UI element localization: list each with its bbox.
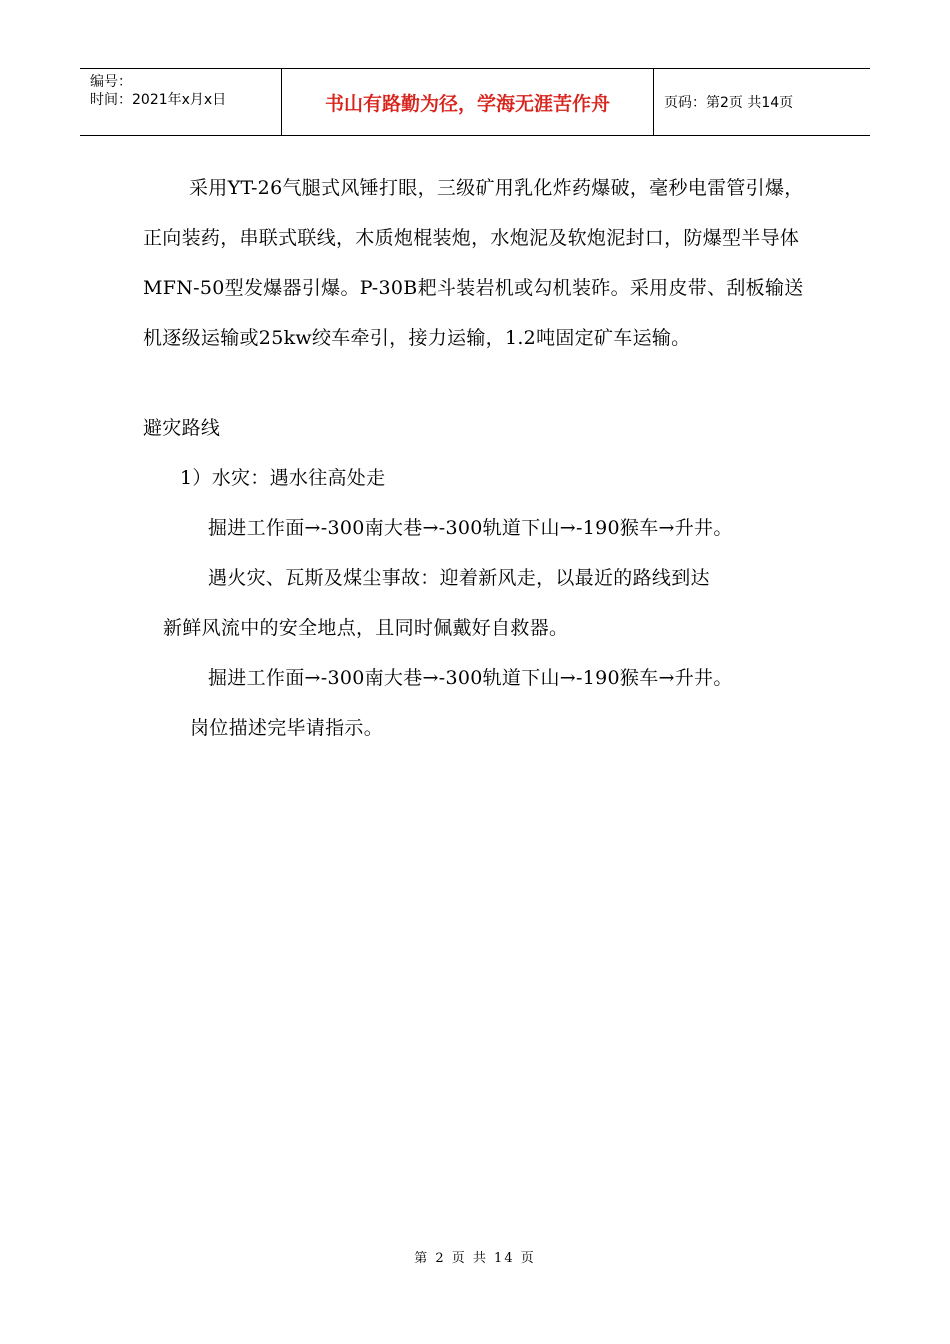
header-meta-cell (80, 69, 282, 135)
paragraph-equipment: 采用YT-26气腿式风锤打眼，三级矿用乳化炸药爆破，毫秒电雷管引爆，正向装药，串联式联线，木质炮棍装炮，水炮泥及软炮泥封口，防爆型半导体MFN-50型发爆器引爆。P-30B耙斗装岩机或勾机装砟。采用皮带、刮板输送机逐级运输或25kw绞车牵引，接力运输，1.2吨固定矿车运输。 (143, 177, 804, 349)
escape-route-1: 掘进工作面→-300南大巷→-300轨道下山→-190猴车→升井。 (208, 517, 733, 539)
fire-instruction-line-1: 遇火灾、瓦斯及煤尘事故：迎着新风走，以最近的路线到达 (208, 567, 710, 589)
list-item-flood: 1）水灾：遇水往高处走 (180, 467, 386, 489)
motto-text: 书山有路勤为径，学海无涯苦作舟 (324, 92, 610, 115)
escape-route-2: 掘进工作面→-300南大巷→-300轨道下山→-190猴车→升井。 (208, 667, 733, 689)
section-heading: 避灾路线 (143, 417, 221, 439)
time-label: 时间：2021年x月x日 (90, 92, 227, 108)
header-motto-cell (282, 69, 654, 135)
fire-instruction-line-2: 新鲜风流中的安全地点，且同时佩戴好自救器。 (163, 617, 569, 639)
number-label: 编号： (90, 74, 132, 90)
document-header (80, 68, 870, 136)
page-footer: 第 2 页 共 14 页 (414, 1251, 536, 1266)
closing-statement: 岗位描述完毕请指示。 (190, 717, 384, 739)
header-page-cell (654, 69, 870, 135)
page-info: 页码：第2页 共14页 (664, 95, 794, 111)
